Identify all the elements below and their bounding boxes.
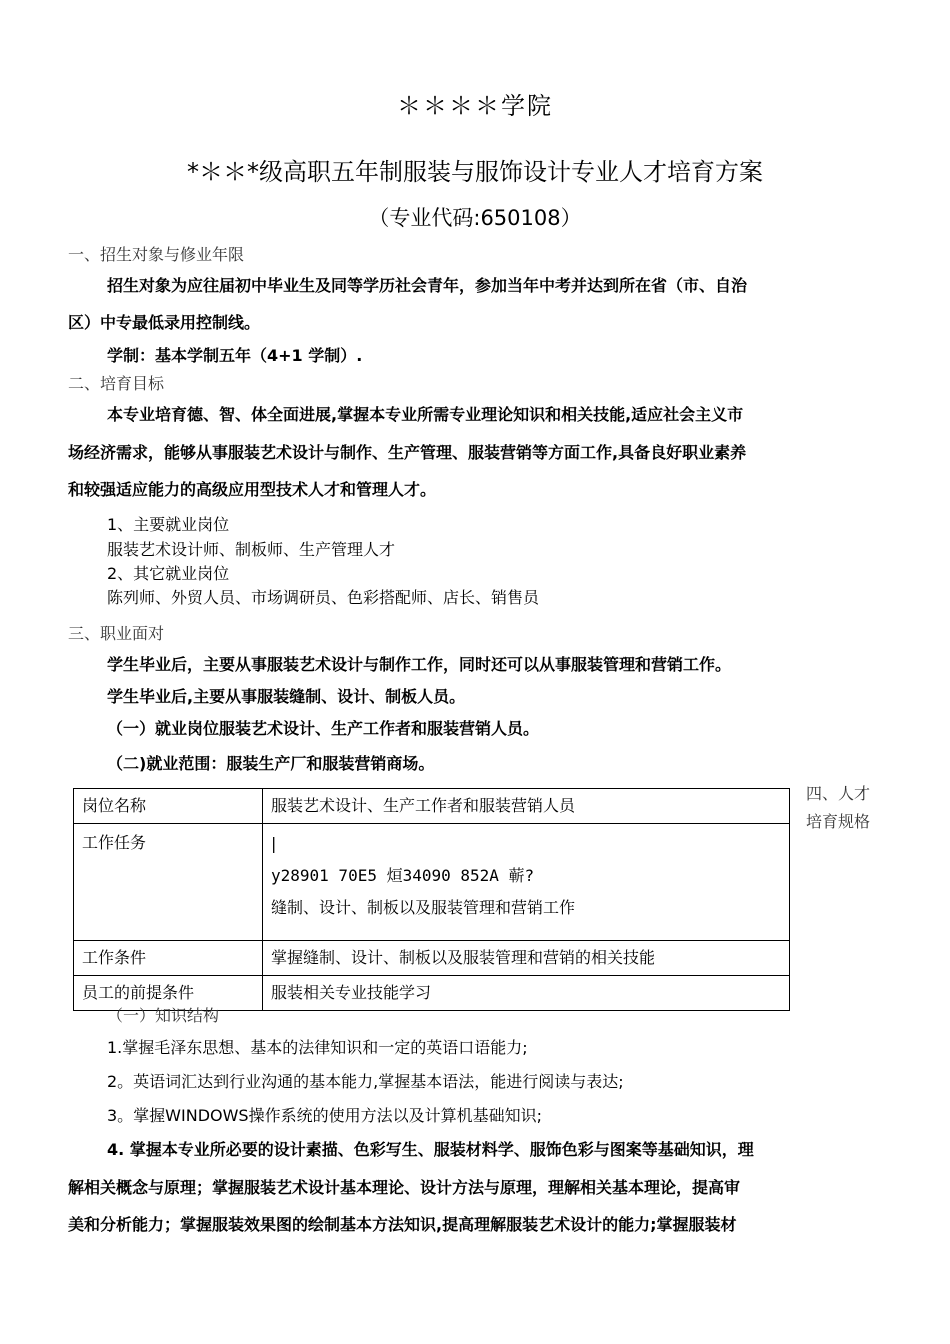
section-4-heading-line1: 四、人才 (806, 784, 871, 803)
schooling-years-text: 学制：基本学制五年（4+1 学制）. (107, 346, 363, 365)
table-row (74, 941, 790, 976)
task-line-cursor: | (271, 834, 277, 853)
table-cell-value: 掌握缝制、设计、制板以及服装管理和营销的相关技能 (263, 941, 790, 976)
table-cell-label: 员工的前提条件 (74, 976, 263, 1011)
other-jobs-list: 陈列师、外贸人员、市场调研员、色彩搭配师、店长、销售员 (107, 588, 540, 607)
table-row (74, 789, 790, 824)
career-text-3: （一）就业岗位服装艺术设计、生产工作者和服装营销人员。 (107, 719, 540, 738)
main-jobs-list: 服装艺术设计师、制板师、生产管理人才 (107, 540, 396, 559)
career-text-1: 学生毕业后，主要从事服装艺术设计与制作工作，同时还可以从事服装管理和营销工作。 (107, 655, 732, 674)
table-cell-value (263, 824, 790, 941)
college-title: ＊＊＊＊学院 (397, 92, 553, 120)
section-1-heading: 一、招生对象与修业年限 (68, 245, 245, 264)
knowledge-item-4-line2: 解相关概念与原理；掌握服装艺术设计基本理论、设计方法与原理，理解相关基本理论，提高审 (68, 1178, 741, 1197)
knowledge-item-1: 1.掌握毛泽东思想、基本的法律知识和一定的英语口语能力; (107, 1038, 528, 1057)
plan-title: *＊＊*级高职五年制服装与服饰设计专业人才培育方案 (187, 158, 763, 186)
section-4-heading (806, 780, 870, 836)
major-code: （专业代码:650108） (368, 206, 582, 230)
knowledge-item-3: 3。掌握WINDOWS操作系统的使用方法以及计算机基础知识; (107, 1106, 542, 1125)
table-row (74, 824, 790, 941)
knowledge-item-4-line1: 4. 掌握本专业所必要的设计素描、色彩写生、服装材料学、服饰色彩与图案等基础知识，理 (107, 1140, 754, 1159)
section-4-heading-line2: 培育规格 (806, 812, 871, 831)
career-text-2: 学生毕业后,主要从事服装缝制、设计、制板人员。 (107, 687, 466, 706)
table-cell-label: 岗位名称 (74, 789, 263, 824)
goal-text-line3: 和较强适应能力的高级应用型技术人才和管理人才。 (68, 480, 437, 499)
goal-text-line1: 本专业培育德、智、体全面进展,掌握本专业所需专业理论知识和相关技能,适应社会主义市 (107, 405, 744, 424)
job-table (73, 788, 790, 1011)
table-cell-value: 服装艺术设计、生产工作者和服装营销人员 (263, 789, 790, 824)
goal-text-line2: 场经济需求，能够从事服装艺术设计与制作、生产管理、服装营销等方面工作,具备良好职业素养 (68, 443, 747, 462)
section-3-heading: 三、职业面对 (68, 624, 165, 643)
career-text-4: （二)就业范围：服装生产厂和服装营销商场。 (107, 754, 435, 773)
main-jobs-label: 1、主要就业岗位 (107, 515, 230, 534)
section-2-heading: 二、培育目标 (68, 374, 165, 393)
table-cell-value: 服装相关专业技能学习 (263, 976, 790, 1011)
enrollment-text-line1: 招生对象为应往届初中毕业生及同等学历社会青年，参加当年中考并达到所在省（市、自治 (107, 276, 748, 295)
task-line-text: 缝制、设计、制板以及服装管理和营销工作 (271, 898, 576, 917)
enrollment-text-line2: 区）中专最低录用控制线。 (68, 313, 261, 332)
table-cell-label: 工作任务 (74, 824, 263, 941)
task-line-garbled: y28901 70E5 烜34090 852A 蕲? (271, 866, 535, 885)
knowledge-structure-heading: （一）知识结构 (107, 1006, 220, 1025)
knowledge-item-4-line3: 美和分析能力；掌握服装效果图的绘制基本方法知识,提高理解服装艺术设计的能力;掌握服装材 (68, 1215, 737, 1234)
other-jobs-label: 2、其它就业岗位 (107, 564, 230, 583)
knowledge-item-2: 2。英语词汇达到行业沟通的基本能力,掌握基本语法，能进行阅读与表达; (107, 1072, 624, 1091)
table-cell-label: 工作条件 (74, 941, 263, 976)
